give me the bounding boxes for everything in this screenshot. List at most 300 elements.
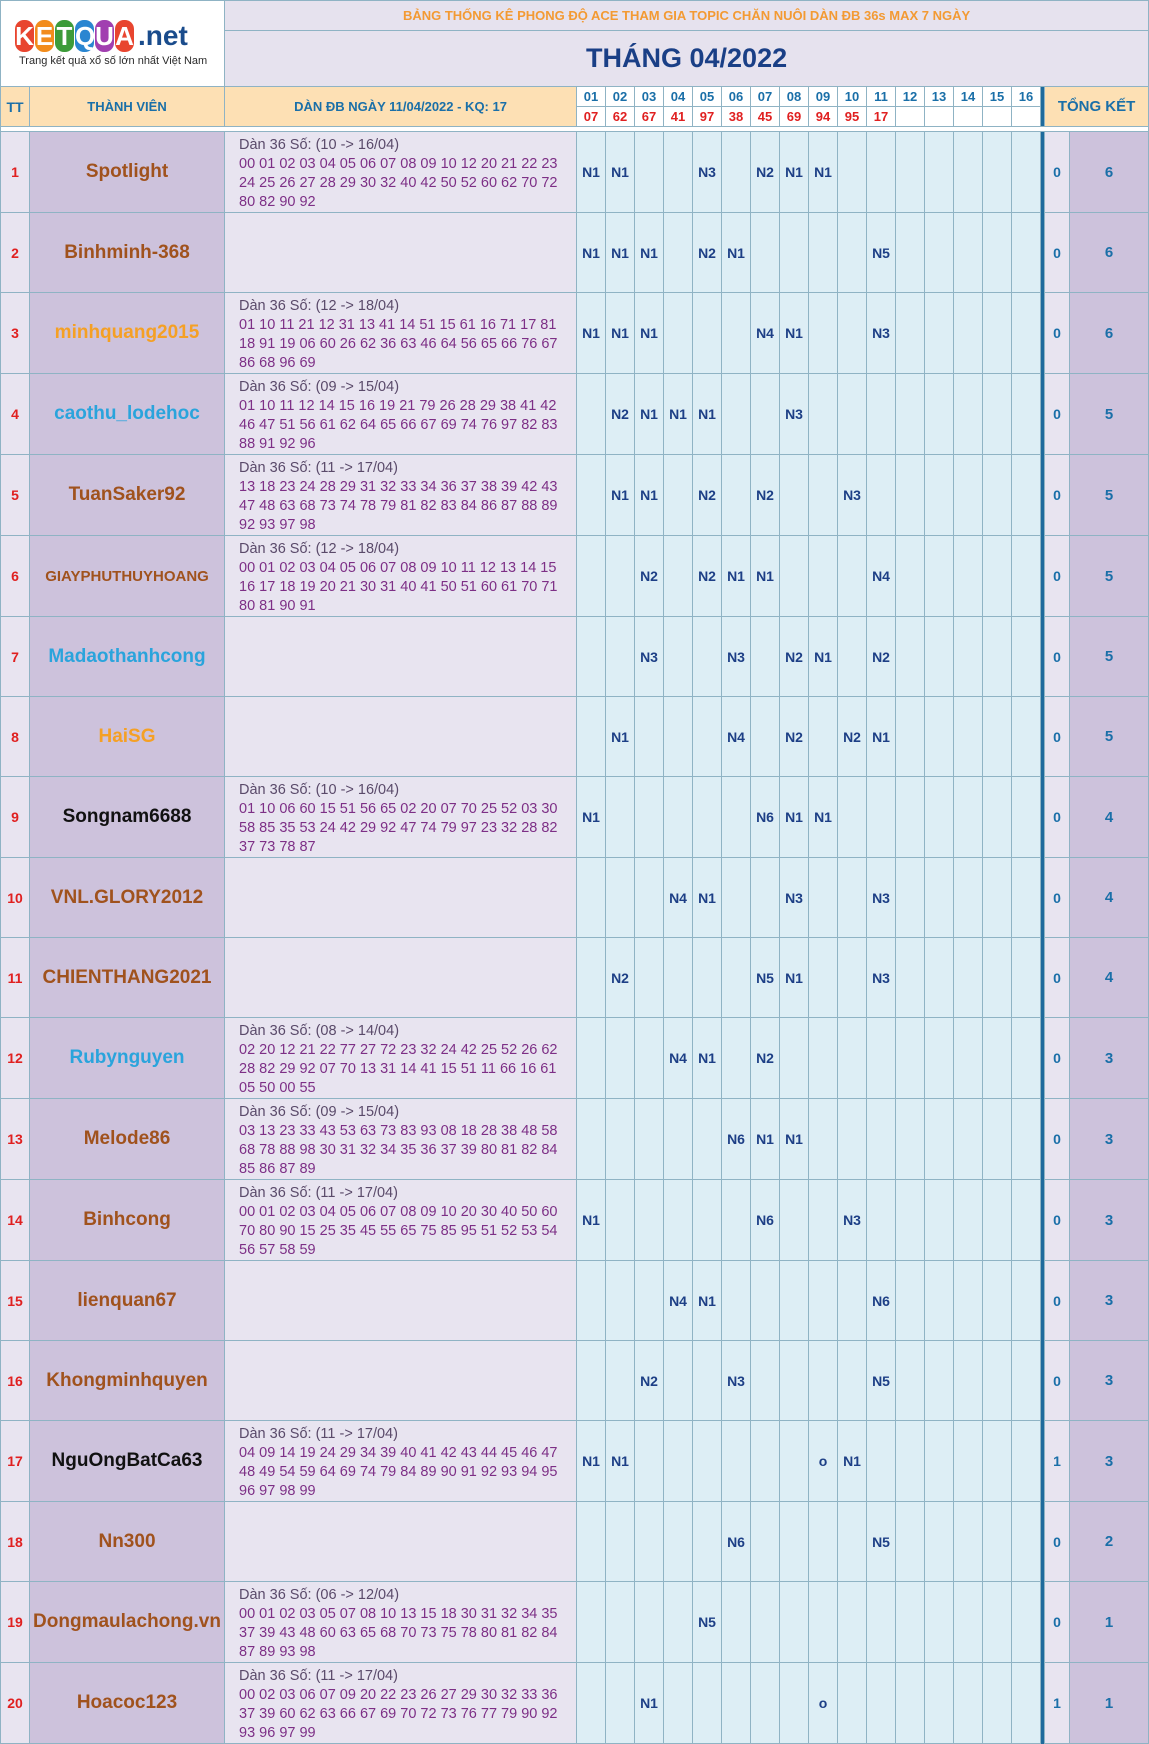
day-cell-13 — [925, 293, 954, 374]
day-cell-09: N1 — [809, 132, 838, 213]
dan-list: 01 10 11 21 12 31 13 41 14 51 15 61 16 71 17 81 18 91 19 06 60 26 62 36 63 46 64 56 65 66 76 67 86 68 96 69 — [239, 317, 558, 371]
day-cell-11 — [867, 777, 896, 858]
day-cell-16 — [1012, 132, 1041, 213]
day-cell-04 — [664, 697, 693, 777]
day-cell-16 — [1012, 213, 1041, 293]
member-name[interactable]: CHIENTHANG2021 — [30, 938, 225, 1018]
day-cell-10 — [838, 617, 867, 697]
summary-hits: 0 — [1045, 374, 1070, 455]
day-cell-12 — [896, 536, 925, 617]
summary-hits: 1 — [1045, 1663, 1070, 1744]
table-row — [1, 213, 1149, 293]
day-cell-03: N2 — [635, 536, 664, 617]
day-cell-05 — [693, 1502, 722, 1582]
day-cell-02 — [606, 1582, 635, 1663]
logo-wordmark — [15, 20, 188, 52]
day-cell-11: N5 — [867, 1341, 896, 1421]
summary-hits: 0 — [1045, 617, 1070, 697]
day-cell-07 — [751, 1421, 780, 1502]
day-cell-04 — [664, 1502, 693, 1582]
day-cell-16 — [1012, 1421, 1041, 1502]
day-cell-13 — [925, 1421, 954, 1502]
day-cell-06 — [722, 1261, 751, 1341]
day-cell-15 — [983, 374, 1012, 455]
logo[interactable] — [1, 1, 225, 87]
day-cell-09: o — [809, 1663, 838, 1744]
day-cell-07 — [751, 858, 780, 938]
day-cell-02: N2 — [606, 374, 635, 455]
summary-hits: 0 — [1045, 455, 1070, 536]
result-09: 94 — [809, 107, 838, 127]
day-cell-13 — [925, 374, 954, 455]
dan-title: Dàn 36 Số: (06 -> 12/04) — [239, 1587, 400, 1603]
day-cell-03 — [635, 1099, 664, 1180]
day-cell-01 — [577, 1663, 606, 1744]
day-cell-01 — [577, 536, 606, 617]
table-row — [1, 697, 1149, 777]
summary-hits: 0 — [1045, 697, 1070, 777]
day-cell-15 — [983, 1099, 1012, 1180]
day-cell-16 — [1012, 777, 1041, 858]
day-header-15: 15 — [983, 87, 1012, 107]
day-cell-02 — [606, 1261, 635, 1341]
day-cell-05 — [693, 697, 722, 777]
day-cell-14 — [954, 1502, 983, 1582]
day-cell-06 — [722, 455, 751, 536]
result-03: 67 — [635, 107, 664, 127]
day-cell-02 — [606, 617, 635, 697]
day-cell-01: N1 — [577, 213, 606, 293]
day-cell-13 — [925, 1341, 954, 1421]
day-cell-01 — [577, 1018, 606, 1099]
dan-numbers — [225, 938, 577, 1018]
day-cell-09 — [809, 938, 838, 1018]
day-cell-02 — [606, 1341, 635, 1421]
table-row — [1, 132, 1149, 213]
day-cell-14 — [954, 1421, 983, 1502]
member-name[interactable]: Melode86 — [30, 1099, 225, 1180]
day-cell-07 — [751, 1341, 780, 1421]
day-cell-13 — [925, 697, 954, 777]
day-cell-04 — [664, 1341, 693, 1421]
day-cell-07: N2 — [751, 1018, 780, 1099]
summary-hits: 0 — [1045, 1099, 1070, 1180]
day-cell-08: N2 — [780, 617, 809, 697]
dan-header: DÀN ĐB NGÀY 11/04/2022 - KQ: 17 — [225, 87, 577, 127]
day-cell-01 — [577, 1502, 606, 1582]
dan-list: 13 18 23 24 28 29 31 32 33 34 36 37 38 39 42 43 47 48 63 68 73 74 78 79 81 82 83 84 86 87 88 89 92 93 97 98 — [239, 479, 558, 533]
member-name[interactable]: VNL.GLORY2012 — [30, 858, 225, 938]
row-number: 11 — [1, 938, 30, 1018]
day-cell-02: N1 — [606, 213, 635, 293]
day-cell-08 — [780, 1341, 809, 1421]
day-cell-16 — [1012, 536, 1041, 617]
row-number: 12 — [1, 1018, 30, 1099]
day-cell-07: N1 — [751, 536, 780, 617]
day-cell-13 — [925, 1180, 954, 1261]
day-cell-08: N1 — [780, 938, 809, 1018]
day-cell-12 — [896, 938, 925, 1018]
summary-hits: 0 — [1045, 213, 1070, 293]
result-16 — [1012, 107, 1041, 127]
summary-total: 5 — [1070, 455, 1149, 536]
day-cell-10 — [838, 1018, 867, 1099]
day-cell-05: N1 — [693, 858, 722, 938]
dan-list: 01 10 06 60 15 51 56 65 02 20 07 70 25 52 03 30 58 85 35 53 24 42 29 92 47 74 79 97 23 32 28 82 37 73 78 87 — [239, 801, 558, 855]
day-header-16: 16 — [1012, 87, 1041, 107]
day-cell-07 — [751, 213, 780, 293]
day-cell-11 — [867, 1582, 896, 1663]
day-cell-16 — [1012, 1663, 1041, 1744]
day-cell-06 — [722, 938, 751, 1018]
summary-hits: 0 — [1045, 1341, 1070, 1421]
day-cell-16 — [1012, 697, 1041, 777]
dan-list: 00 01 02 03 05 07 08 10 13 15 18 30 31 32 34 35 37 39 43 48 60 63 65 68 70 73 75 78 80 81 82 84 87 89 93 98 — [239, 1606, 558, 1660]
day-cell-04 — [664, 293, 693, 374]
day-cell-01: N1 — [577, 1180, 606, 1261]
day-cell-13 — [925, 1582, 954, 1663]
day-cell-10: N1 — [838, 1421, 867, 1502]
day-cell-01 — [577, 1099, 606, 1180]
day-cell-01 — [577, 697, 606, 777]
member-name[interactable]: Hoacoc123 — [30, 1663, 225, 1744]
day-cell-08 — [780, 536, 809, 617]
day-cell-01: N1 — [577, 132, 606, 213]
day-cell-04 — [664, 132, 693, 213]
table-row — [1, 1180, 1149, 1261]
day-cell-10 — [838, 293, 867, 374]
day-cell-10: N3 — [838, 455, 867, 536]
day-cell-16 — [1012, 858, 1041, 938]
day-cell-02: N1 — [606, 132, 635, 213]
day-cell-07 — [751, 617, 780, 697]
day-cell-11 — [867, 1180, 896, 1261]
day-cell-15 — [983, 858, 1012, 938]
dan-list: 02 20 12 21 22 77 27 72 23 32 24 42 25 52 26 62 28 82 29 92 07 70 13 31 14 41 15 51 11 66 16 61 05 50 00 55 — [239, 1042, 558, 1096]
day-cell-12 — [896, 1421, 925, 1502]
row-number: 16 — [1, 1341, 30, 1421]
day-cell-03: N3 — [635, 617, 664, 697]
day-cell-03: N1 — [635, 1663, 664, 1744]
day-cell-15 — [983, 617, 1012, 697]
row-number: 10 — [1, 858, 30, 938]
dan-list: 00 01 02 03 04 05 06 07 08 09 10 20 30 40 50 60 70 80 90 15 25 35 45 55 65 75 85 95 51 52 53 54 56 57 58 59 — [239, 1204, 558, 1258]
member-name[interactable]: Dongmaulachong.vn — [30, 1582, 225, 1663]
table-row — [1, 617, 1149, 697]
row-number: 5 — [1, 455, 30, 536]
day-cell-09 — [809, 1502, 838, 1582]
day-cell-01 — [577, 938, 606, 1018]
day-cell-04 — [664, 1663, 693, 1744]
day-cell-05 — [693, 293, 722, 374]
table-row — [1, 1582, 1149, 1663]
member-name[interactable]: NguOngBatCa63 — [30, 1421, 225, 1502]
row-number: 3 — [1, 293, 30, 374]
day-cell-16 — [1012, 293, 1041, 374]
row-number: 19 — [1, 1582, 30, 1663]
member-name[interactable]: Khongminhquyen — [30, 1341, 225, 1421]
day-cell-11 — [867, 1663, 896, 1744]
day-cell-16 — [1012, 1582, 1041, 1663]
day-cell-06: N1 — [722, 536, 751, 617]
day-cell-02: N1 — [606, 697, 635, 777]
day-cell-13 — [925, 213, 954, 293]
day-cell-15 — [983, 1261, 1012, 1341]
day-cell-16 — [1012, 1099, 1041, 1180]
day-cell-06 — [722, 293, 751, 374]
member-name[interactable]: HaiSG — [30, 697, 225, 777]
day-cell-12 — [896, 858, 925, 938]
day-cell-11 — [867, 1421, 896, 1502]
day-cell-09 — [809, 1099, 838, 1180]
logo-letter: U — [95, 21, 114, 51]
day-cell-09 — [809, 213, 838, 293]
day-cell-11: N6 — [867, 1261, 896, 1341]
day-cell-04: N4 — [664, 1261, 693, 1341]
day-cell-15 — [983, 455, 1012, 536]
day-cell-04 — [664, 777, 693, 858]
day-cell-11: N5 — [867, 1502, 896, 1582]
logo-tagline: Trang kết quả xổ số lớn nhất Việt Nam — [19, 55, 208, 67]
day-cell-11 — [867, 374, 896, 455]
day-cell-03 — [635, 1018, 664, 1099]
member-name[interactable]: minhquang2015 — [30, 293, 225, 374]
dan-title: Dàn 36 Số: (10 -> 16/04) — [239, 782, 400, 798]
day-header-11: 11 — [867, 87, 896, 107]
day-header-07: 07 — [751, 87, 780, 107]
day-cell-11: N3 — [867, 858, 896, 938]
day-cell-12 — [896, 697, 925, 777]
day-cell-15 — [983, 697, 1012, 777]
day-cell-14 — [954, 697, 983, 777]
day-cell-05 — [693, 617, 722, 697]
day-cell-14 — [954, 374, 983, 455]
day-cell-03 — [635, 697, 664, 777]
day-cell-14 — [954, 1180, 983, 1261]
day-cell-04 — [664, 938, 693, 1018]
dan-numbers — [225, 374, 577, 455]
day-cell-11: N2 — [867, 617, 896, 697]
day-cell-09 — [809, 1261, 838, 1341]
summary-header: TỔNG KẾT — [1045, 87, 1149, 127]
member-name[interactable]: Madaothanhcong — [30, 617, 225, 697]
summary-total: 5 — [1070, 697, 1149, 777]
dan-list: 04 09 14 19 24 29 34 39 40 41 42 43 44 45 46 47 48 49 54 59 64 69 74 79 84 89 90 91 92 93 94 95 96 97 98 99 — [239, 1445, 558, 1499]
dan-numbers — [225, 858, 577, 938]
day-cell-12 — [896, 455, 925, 536]
day-cell-12 — [896, 293, 925, 374]
day-cell-13 — [925, 1502, 954, 1582]
dan-numbers — [225, 697, 577, 777]
table-row — [1, 1421, 1149, 1502]
summary-total: 3 — [1070, 1261, 1149, 1341]
day-cell-11: N3 — [867, 293, 896, 374]
day-cell-16 — [1012, 1261, 1041, 1341]
day-cell-10 — [838, 777, 867, 858]
day-cell-14 — [954, 1018, 983, 1099]
dan-list: 01 10 11 12 14 15 16 19 21 79 26 28 29 38 41 42 46 47 51 56 61 62 64 65 66 67 69 74 76 97 82 83 88 91 92 96 — [239, 398, 558, 452]
day-cell-06 — [722, 777, 751, 858]
dan-title: Dàn 36 Số: (12 -> 18/04) — [239, 541, 400, 557]
day-cell-04 — [664, 617, 693, 697]
table-row — [1, 777, 1149, 858]
day-cell-03: N1 — [635, 455, 664, 536]
day-cell-12 — [896, 617, 925, 697]
day-cell-07: N2 — [751, 455, 780, 536]
summary-hits: 0 — [1045, 777, 1070, 858]
day-cell-07 — [751, 1502, 780, 1582]
day-cell-06 — [722, 858, 751, 938]
day-cell-02 — [606, 1663, 635, 1744]
day-cell-11: N3 — [867, 938, 896, 1018]
day-cell-10 — [838, 1582, 867, 1663]
day-cell-07 — [751, 697, 780, 777]
day-cell-02 — [606, 777, 635, 858]
day-cell-12 — [896, 1582, 925, 1663]
day-cell-08: N3 — [780, 858, 809, 938]
day-cell-16 — [1012, 617, 1041, 697]
day-cell-07 — [751, 1582, 780, 1663]
table-row — [1, 1502, 1149, 1582]
day-cell-10: N2 — [838, 697, 867, 777]
day-cell-10 — [838, 374, 867, 455]
day-cell-08 — [780, 1663, 809, 1744]
member-name[interactable]: Rubynguyen — [30, 1018, 225, 1099]
day-cell-13 — [925, 536, 954, 617]
day-cell-12 — [896, 777, 925, 858]
day-cell-09 — [809, 1341, 838, 1421]
day-cell-03 — [635, 1180, 664, 1261]
day-cell-06 — [722, 374, 751, 455]
day-header-13: 13 — [925, 87, 954, 107]
summary-hits: 0 — [1045, 1582, 1070, 1663]
summary-total: 6 — [1070, 213, 1149, 293]
dan-numbers — [225, 213, 577, 293]
dan-numbers — [225, 132, 577, 213]
member-name[interactable]: Songnam6688 — [30, 777, 225, 858]
day-cell-14 — [954, 777, 983, 858]
day-cell-06: N3 — [722, 1341, 751, 1421]
member-name[interactable]: GIAYPHUTHUYHOANG — [30, 536, 225, 617]
day-cell-02 — [606, 1018, 635, 1099]
dan-numbers — [225, 1180, 577, 1261]
day-cell-04 — [664, 1421, 693, 1502]
day-cell-09 — [809, 536, 838, 617]
logo-letter: K — [15, 21, 34, 51]
day-cell-08: N1 — [780, 1099, 809, 1180]
day-cell-07 — [751, 1663, 780, 1744]
day-cell-05: N1 — [693, 374, 722, 455]
day-cell-01: N1 — [577, 777, 606, 858]
dan-title: Dàn 36 Số: (09 -> 15/04) — [239, 1104, 400, 1120]
day-cell-15 — [983, 132, 1012, 213]
member-name[interactable]: Nn300 — [30, 1502, 225, 1582]
day-cell-08: N1 — [780, 777, 809, 858]
day-cell-15 — [983, 536, 1012, 617]
day-cell-14 — [954, 858, 983, 938]
day-cell-13 — [925, 777, 954, 858]
member-name[interactable]: lienquan67 — [30, 1261, 225, 1341]
day-cell-09 — [809, 697, 838, 777]
member-name[interactable]: Spotlight — [30, 132, 225, 213]
day-cell-14 — [954, 213, 983, 293]
day-cell-05: N2 — [693, 455, 722, 536]
day-cell-10 — [838, 1341, 867, 1421]
day-cell-03 — [635, 132, 664, 213]
day-cell-09 — [809, 455, 838, 536]
day-cell-16 — [1012, 938, 1041, 1018]
result-15 — [983, 107, 1012, 127]
dan-title: Dàn 36 Số: (08 -> 14/04) — [239, 1023, 400, 1039]
day-header-06: 06 — [722, 87, 751, 107]
sheet-title: BẢNG THỐNG KÊ PHONG ĐỘ ACE THAM GIA TOPIC CHĂN NUÔI DÀN ĐB 36s MAX 7 NGÀY — [225, 1, 1149, 31]
day-cell-13 — [925, 1663, 954, 1744]
day-cell-12 — [896, 1018, 925, 1099]
day-cell-16 — [1012, 1502, 1041, 1582]
result-01: 07 — [577, 107, 606, 127]
day-cell-01: N1 — [577, 293, 606, 374]
day-cell-10 — [838, 132, 867, 213]
member-name[interactable]: caothu_lodehoc — [30, 374, 225, 455]
result-10: 95 — [838, 107, 867, 127]
day-cell-11 — [867, 1099, 896, 1180]
summary-hits: 0 — [1045, 536, 1070, 617]
day-cell-05: N1 — [693, 1018, 722, 1099]
summary-hits: 0 — [1045, 858, 1070, 938]
day-cell-14 — [954, 455, 983, 536]
day-cell-02 — [606, 536, 635, 617]
day-cell-05 — [693, 1421, 722, 1502]
row-number: 13 — [1, 1099, 30, 1180]
summary-total: 5 — [1070, 617, 1149, 697]
day-cell-01 — [577, 858, 606, 938]
day-cell-10 — [838, 1261, 867, 1341]
day-cell-03 — [635, 1582, 664, 1663]
day-cell-14 — [954, 617, 983, 697]
dan-list: 03 13 23 33 43 53 63 73 83 93 08 18 28 38 48 58 68 78 88 98 30 31 32 34 35 36 37 39 80 81 82 84 85 86 87 89 — [239, 1123, 558, 1177]
day-cell-08 — [780, 1261, 809, 1341]
summary-total: 5 — [1070, 536, 1149, 617]
day-cell-08: N2 — [780, 697, 809, 777]
day-cell-09 — [809, 1180, 838, 1261]
day-cell-15 — [983, 1663, 1012, 1744]
day-cell-12 — [896, 1663, 925, 1744]
row-number: 9 — [1, 777, 30, 858]
dan-numbers — [225, 1341, 577, 1421]
day-cell-05 — [693, 1099, 722, 1180]
summary-hits: 0 — [1045, 1018, 1070, 1099]
day-cell-04 — [664, 455, 693, 536]
row-number: 8 — [1, 697, 30, 777]
day-cell-13 — [925, 1099, 954, 1180]
table-row — [1, 858, 1149, 938]
day-header-04: 04 — [664, 87, 693, 107]
day-cell-04 — [664, 1582, 693, 1663]
member-name[interactable]: TuanSaker92 — [30, 455, 225, 536]
day-cell-11: N4 — [867, 536, 896, 617]
day-cell-05 — [693, 1663, 722, 1744]
day-cell-14 — [954, 132, 983, 213]
table-row — [1, 1341, 1149, 1421]
day-cell-08: N3 — [780, 374, 809, 455]
summary-hits: 0 — [1045, 1261, 1070, 1341]
day-cell-05: N3 — [693, 132, 722, 213]
member-name[interactable]: Binhminh-368 — [30, 213, 225, 293]
dan-title: Dàn 36 Số: (10 -> 16/04) — [239, 137, 400, 153]
row-number: 7 — [1, 617, 30, 697]
day-header-08: 08 — [780, 87, 809, 107]
member-name[interactable]: Binhcong — [30, 1180, 225, 1261]
